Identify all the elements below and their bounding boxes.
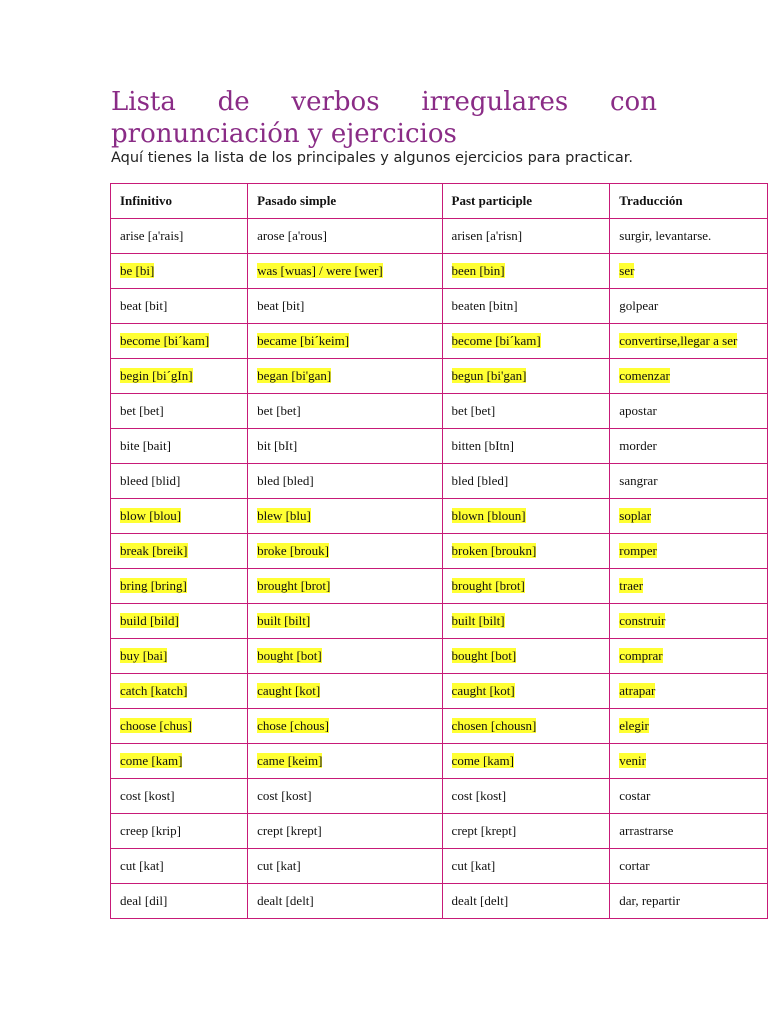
cell-text: bring [bring] [120, 578, 187, 593]
cell-text: come [kam] [451, 753, 514, 768]
cell-text: become [bi´kam] [120, 333, 210, 348]
cell-text: came [keim] [257, 753, 323, 768]
cell-text: brought [brot] [257, 578, 331, 593]
cell-infinitive [111, 884, 248, 919]
cell-translation [610, 779, 768, 814]
cell-text: soplar [619, 508, 652, 523]
cell-text: bit [bIt] [257, 438, 298, 453]
cell-text: cut [kat] [257, 858, 301, 873]
cell-simple-past [248, 604, 442, 639]
cell-text: romper [619, 543, 657, 558]
cell-text: sangrar [619, 473, 658, 488]
cell-text: chosen [chousn] [451, 718, 537, 733]
cell-infinitive [111, 674, 248, 709]
cell-text: bite [bait] [120, 438, 171, 453]
title-line-2: pronunciación y ejercicios [111, 119, 457, 149]
table-row [111, 464, 768, 499]
cell-text: venir [619, 753, 646, 768]
cell-past-participle [442, 814, 610, 849]
cell-infinitive [111, 604, 248, 639]
cell-text: buy [bai] [120, 648, 168, 663]
page-title [111, 86, 657, 150]
cell-translation [610, 464, 768, 499]
cell-simple-past [248, 779, 442, 814]
cell-simple-past [248, 884, 442, 919]
cell-text: crept [krept] [257, 823, 322, 838]
cell-infinitive [111, 639, 248, 674]
header-simple-past: Pasado simple [248, 184, 442, 219]
cell-text: blew [blu] [257, 508, 311, 523]
cell-translation [610, 674, 768, 709]
cell-text: bled [bled] [257, 473, 314, 488]
cell-text: cut [kat] [451, 858, 496, 873]
table-row [111, 814, 768, 849]
cell-text: been [bin] [451, 263, 505, 278]
cell-text: traer [619, 578, 644, 593]
cell-text: catch [katch] [120, 683, 188, 698]
cell-text: broke [brouk] [257, 543, 329, 558]
table-header-row [111, 184, 768, 219]
table-row [111, 324, 768, 359]
cell-text: creep [krip] [120, 823, 181, 838]
cell-infinitive [111, 814, 248, 849]
table-row [111, 534, 768, 569]
cell-infinitive [111, 779, 248, 814]
cell-text: crept [krept] [451, 823, 517, 838]
cell-text: bet [bet] [120, 403, 164, 418]
cell-infinitive [111, 429, 248, 464]
cell-past-participle [442, 499, 610, 534]
cell-text: cost [kost] [120, 788, 175, 803]
cell-text: choose [chus] [120, 718, 192, 733]
title-word: con [610, 87, 657, 117]
cell-text: build [bild] [120, 613, 179, 628]
cell-text: beaten [bitn] [451, 298, 518, 313]
cell-infinitive [111, 394, 248, 429]
cell-text: caught [kot] [257, 683, 321, 698]
cell-past-participle [442, 534, 610, 569]
cell-text: deal [dil] [120, 893, 168, 908]
cell-infinitive [111, 359, 248, 394]
cell-simple-past [248, 359, 442, 394]
cell-translation [610, 709, 768, 744]
cell-translation [610, 639, 768, 674]
table-row [111, 254, 768, 289]
cell-text: costar [619, 788, 651, 803]
cell-infinitive [111, 289, 248, 324]
table-row [111, 219, 768, 254]
cell-text: cortar [619, 858, 650, 873]
cell-text: bled [bled] [451, 473, 509, 488]
cell-text: cost [kost] [451, 788, 507, 803]
cell-text: convertirse,llegar a ser [619, 333, 738, 348]
cell-simple-past [248, 289, 442, 324]
cell-text: bet [bet] [257, 403, 301, 418]
cell-past-participle [442, 849, 610, 884]
cell-simple-past [248, 569, 442, 604]
table-row [111, 744, 768, 779]
cell-text: caught [kot] [451, 683, 515, 698]
cell-text: elegir [619, 718, 649, 733]
cell-text: ser [619, 263, 635, 278]
cell-text: arise [a'rais] [120, 228, 184, 243]
cell-text: atrapar [619, 683, 656, 698]
cell-past-participle [442, 604, 610, 639]
cell-text: dar, repartir [619, 893, 681, 908]
title-word: Lista [111, 87, 176, 117]
header-past-participle: Past participle [442, 184, 610, 219]
cell-text: golpear [619, 298, 659, 313]
cell-infinitive [111, 324, 248, 359]
table-row [111, 499, 768, 534]
cell-translation [610, 534, 768, 569]
cell-infinitive [111, 254, 248, 289]
cell-text: begun [bi'gan] [451, 368, 527, 383]
cell-text: cost [kost] [257, 788, 312, 803]
cell-simple-past [248, 814, 442, 849]
cell-translation [610, 359, 768, 394]
cell-translation [610, 499, 768, 534]
cell-text: dealt [delt] [257, 893, 314, 908]
cell-simple-past [248, 394, 442, 429]
cell-simple-past [248, 254, 442, 289]
cell-text: blown [bloun] [451, 508, 526, 523]
cell-text: became [bi´keim] [257, 333, 350, 348]
cell-text: chose [chous] [257, 718, 329, 733]
table-row [111, 604, 768, 639]
title-word: verbos [291, 87, 380, 117]
cell-simple-past [248, 219, 442, 254]
cell-text: come [kam] [120, 753, 183, 768]
cell-text: become [bi´kam] [451, 333, 541, 348]
cell-translation [610, 254, 768, 289]
cell-infinitive [111, 709, 248, 744]
cell-infinitive [111, 534, 248, 569]
cell-text: was [wuas] / were [wer] [257, 263, 383, 278]
cell-simple-past [248, 534, 442, 569]
table-row [111, 359, 768, 394]
cell-text: morder [619, 438, 657, 453]
cell-simple-past [248, 674, 442, 709]
cell-text: bought [bot] [257, 648, 322, 663]
cell-translation [610, 814, 768, 849]
cell-translation [610, 744, 768, 779]
cell-text: comenzar [619, 368, 670, 383]
title-word: de [217, 87, 250, 117]
table-row [111, 569, 768, 604]
cell-past-participle [442, 394, 610, 429]
cell-past-participle [442, 429, 610, 464]
cell-infinitive [111, 219, 248, 254]
cell-translation [610, 324, 768, 359]
cell-past-participle [442, 884, 610, 919]
cell-simple-past [248, 744, 442, 779]
cell-text: bet [bet] [451, 403, 496, 418]
cell-simple-past [248, 324, 442, 359]
cell-past-participle [442, 674, 610, 709]
cell-simple-past [248, 464, 442, 499]
cell-translation [610, 569, 768, 604]
cell-text: beat [bit] [257, 298, 305, 313]
cell-translation [610, 429, 768, 464]
table-row [111, 394, 768, 429]
cell-simple-past [248, 499, 442, 534]
table-row [111, 674, 768, 709]
cell-text: cut [kat] [120, 858, 164, 873]
cell-past-participle [442, 639, 610, 674]
title-line-1 [111, 86, 657, 118]
cell-past-participle [442, 569, 610, 604]
cell-translation [610, 219, 768, 254]
cell-text: broken [broukn] [451, 543, 537, 558]
cell-infinitive [111, 499, 248, 534]
table-row [111, 429, 768, 464]
cell-text: be [bi] [120, 263, 155, 278]
header-infinitive: Infinitivo [111, 184, 248, 219]
table-row [111, 884, 768, 919]
cell-text: brought [brot] [451, 578, 525, 593]
cell-infinitive [111, 464, 248, 499]
cell-text: built [bilt] [451, 613, 505, 628]
table-body [111, 219, 768, 919]
cell-translation [610, 884, 768, 919]
cell-infinitive [111, 849, 248, 884]
cell-translation [610, 849, 768, 884]
cell-past-participle [442, 779, 610, 814]
cell-simple-past [248, 639, 442, 674]
cell-text: dealt [delt] [451, 893, 509, 908]
cell-past-participle [442, 464, 610, 499]
title-word: irregulares [421, 87, 569, 117]
cell-simple-past [248, 849, 442, 884]
cell-translation [610, 289, 768, 324]
cell-text: begin [bi´gIn] [120, 368, 193, 383]
cell-text: beat [bit] [120, 298, 168, 313]
cell-text: blow [blou] [120, 508, 182, 523]
cell-text: arisen [a'risn] [451, 228, 523, 243]
cell-translation [610, 394, 768, 429]
cell-simple-past [248, 709, 442, 744]
cell-text: bought [bot] [451, 648, 517, 663]
cell-text: apostar [619, 403, 657, 418]
cell-past-participle [442, 289, 610, 324]
cell-text: bitten [bItn] [451, 438, 515, 453]
cell-text: break [breik] [120, 543, 188, 558]
cell-translation [610, 604, 768, 639]
cell-text: bleed [blid] [120, 473, 181, 488]
cell-text: arrastrarse [619, 823, 674, 838]
cell-text: arose [a'rous] [257, 228, 327, 243]
cell-past-participle [442, 324, 610, 359]
cell-infinitive [111, 744, 248, 779]
cell-text: construir [619, 613, 666, 628]
table-row [111, 289, 768, 324]
table-row [111, 639, 768, 674]
cell-past-participle [442, 744, 610, 779]
cell-past-participle [442, 254, 610, 289]
cell-text: built [bilt] [257, 613, 311, 628]
table-row [111, 709, 768, 744]
table-row [111, 779, 768, 814]
cell-past-participle [442, 709, 610, 744]
cell-simple-past [248, 429, 442, 464]
cell-text: began [bi'gan] [257, 368, 332, 383]
header-translation: Traducción [610, 184, 768, 219]
cell-past-participle [442, 219, 610, 254]
cell-text: comprar [619, 648, 663, 663]
irregular-verbs-table [110, 183, 768, 919]
cell-text: surgir, levantarse. [619, 228, 712, 243]
page-subtitle: Aquí tienes la lista de los principales y algunos ejercicios para practicar. [111, 150, 633, 166]
table-row [111, 849, 768, 884]
cell-infinitive [111, 569, 248, 604]
cell-past-participle [442, 359, 610, 394]
